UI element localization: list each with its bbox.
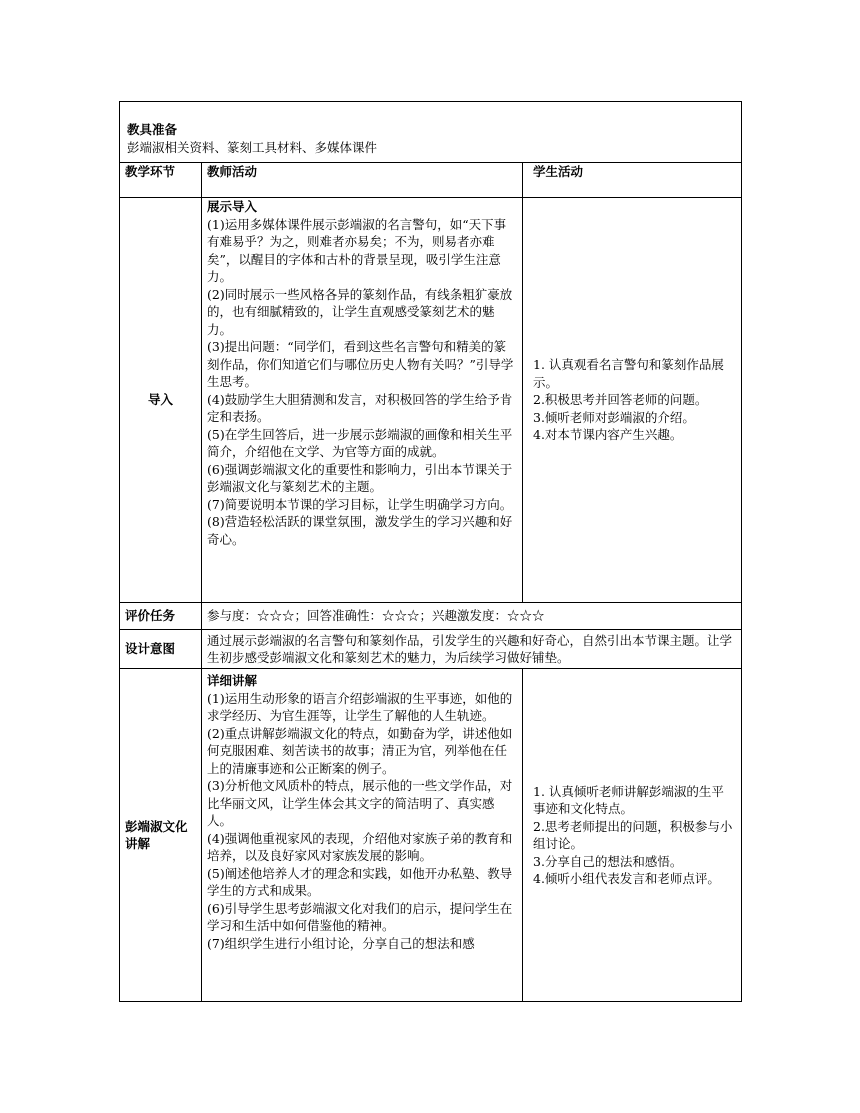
intro-teacher-item: (5)在学生回答后，进一步展示彭端淑的画像和相关生平简介，介绍他在文学、为官等方面的成就。 xyxy=(207,426,513,459)
culture-teacher-item: (7)组织学生进行小组讨论，分享自己的想法和感 xyxy=(207,935,475,951)
culture-student-item: 4.倾听小组代表发言和老师点评。 xyxy=(533,871,720,886)
design-row xyxy=(120,630,742,669)
intro-teacher-cell xyxy=(202,198,523,603)
intro-teacher-item: (4)鼓励学生大胆猜测和发言，对积极回答的学生给予肯定和表扬。 xyxy=(207,391,513,424)
intro-student-item: 4.对本节课内容产生兴趣。 xyxy=(533,427,683,443)
culture-teacher-item: (5)阐述他培养人才的理念和实践，如他开办私塾、教导学生的方式和成果。 xyxy=(207,865,513,898)
culture-teacher-item: (2)重点讲解彭端淑文化的特点，如勤奋为学，讲述他如何克服困难、刻苦读书的故事；清正为官，列举他在任上的清廉事迹和公正断案的例子。 xyxy=(207,725,513,776)
culture-section-title: 详细讲解 xyxy=(207,673,258,688)
lesson-plan-table xyxy=(119,101,742,1002)
intro-student-item: 3.倾听老师对彭端淑的介绍。 xyxy=(533,409,695,425)
header-student: 学生活动 xyxy=(523,163,742,198)
culture-teacher-item: (1)运用生动形象的语言介绍彭端淑的生平事迹，如他的求学经历、为官生涯等，让学生了解他的人生轨迹。 xyxy=(207,690,513,723)
culture-student-item: 2.思考老师提出的问题，积极参与小组讨论。 xyxy=(533,818,733,851)
prep-cell xyxy=(120,102,742,163)
intro-teacher-item: (7)简要说明本节课的学习目标，让学生明确学习方向。 xyxy=(207,496,513,512)
intro-teacher-item: (1)运用多媒体课件展示彭端淑的名言警句，如“天下事有难易乎？为之，则难者亦易矣；不为，则易者亦难矣”，以醒目的字体和古朴的背景呈现，吸引学生注意力。 xyxy=(207,216,507,284)
culture-teacher-item: (6)引导学生思考彭端淑文化对我们的启示，提问学生在学习和生活中如何借鉴他的精神。 xyxy=(207,900,513,933)
intro-teacher-item: (2)同时展示一些风格各异的篆刻作品，有线条粗犷豪放的，也有细腻精致的，让学生直观感受篆刻艺术的魅力。 xyxy=(207,286,513,337)
header-row xyxy=(120,163,742,198)
culture-student-item: 1. 认真倾听老师讲解彭端淑的生平事迹和文化特点。 xyxy=(533,783,724,816)
intro-student-item: 1. 认真观看名言警句和篆刻作品展示。 xyxy=(533,357,724,390)
design-text: 通过展示彭端淑的名言警句和篆刻作品，引发学生的兴趣和好奇心，自然引出本节课主题。让学生初步感受彭端淑文化和篆刻艺术的魅力，为后续学习做好铺垫。 xyxy=(202,630,742,669)
culture-teacher-cell xyxy=(202,669,523,1002)
intro-section-title: 展示导入 xyxy=(207,199,258,214)
intro-teacher-item: (6)强调彭端淑文化的重要性和影响力，引出本节课关于彭端淑文化与篆刻艺术的主题。 xyxy=(207,461,513,494)
header-teacher: 教师活动 xyxy=(202,163,523,198)
culture-teacher-item: (4)强调他重视家风的表现，介绍他对家族子弟的教育和培养，以及良好家风对家族发展的影响。 xyxy=(207,830,513,863)
evaluation-row xyxy=(120,603,742,630)
culture-row xyxy=(120,669,742,1002)
intro-row xyxy=(120,198,742,603)
prep-row xyxy=(120,102,742,163)
intro-label: 导入 xyxy=(120,198,202,603)
intro-student-cell xyxy=(523,198,742,603)
evaluation-label: 评价任务 xyxy=(120,603,202,630)
prep-title: 教具准备 xyxy=(127,122,178,137)
intro-teacher-item: (3)提出问题：“同学们，看到这些名言警句和精美的篆刻作品，你们知道它们与哪位历史人物有关吗？”引导学生思考。 xyxy=(207,339,514,389)
intro-teacher-item: (8)营造轻松活跃的课堂氛围，激发学生的学习兴趣和好奇心。 xyxy=(207,514,513,547)
intro-student-item: 2.积极思考并回答老师的问题。 xyxy=(533,392,708,408)
evaluation-text: 参与度：☆☆☆；回答准确性：☆☆☆；兴趣激发度：☆☆☆ xyxy=(202,603,742,630)
culture-label: 彭端淑文化讲解 xyxy=(120,669,202,1002)
culture-student-cell xyxy=(523,669,742,1002)
culture-teacher-item: (3)分析他文风质朴的特点，展示他的一些文学作品，对比华丽文风，让学生体会其文字的简洁明了、真实感人。 xyxy=(207,778,513,828)
culture-student-item: 3.分享自己的想法和感悟。 xyxy=(533,853,683,869)
design-label: 设计意图 xyxy=(120,630,202,669)
prep-body: 彭端淑相关资料、篆刻工具材料、多媒体课件 xyxy=(127,139,378,155)
header-stage: 教学环节 xyxy=(120,163,202,198)
